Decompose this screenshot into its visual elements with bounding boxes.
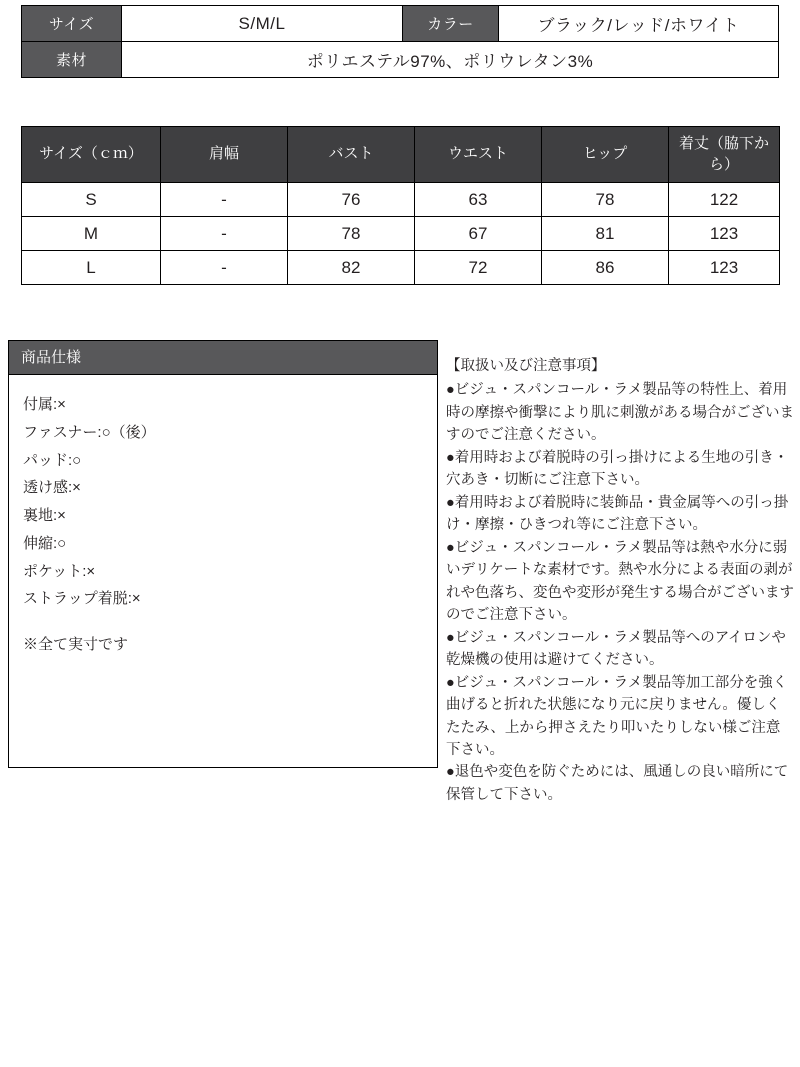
spec-table [21,5,779,78]
col-header-waist: ウエスト [415,127,542,183]
spec-value-color: ブラック/レッド/ホワイト [499,6,779,42]
product-spec-note: ※全て実寸です [23,636,129,653]
col-header-shoulder: 肩幅 [161,127,288,183]
list-item: ストラップ着脱:× [23,590,141,608]
table-row [22,183,780,217]
cell-hip: 78 [542,183,669,217]
cell-bust: 82 [288,251,415,285]
cell-length: 123 [669,251,780,285]
col-header-length: 着丈（脇下から） [669,127,780,183]
list-item: ファスナー:○（後） [23,423,156,441]
cell-size: L [22,251,161,285]
table-header-row [22,127,780,183]
list-item: ポケット:× [23,562,96,580]
care-item: ●退色や変色を防ぐためには、風通しの良い暗所にて保管して下さい。 [446,764,789,803]
cell-shoulder: - [161,251,288,285]
col-header-hip: ヒップ [542,127,669,183]
list-item: 付属:× [23,396,66,413]
spec-label-material: 素材 [22,42,122,78]
cell-length: 123 [669,217,780,251]
table-row [22,217,780,251]
spec-label-color: カラー [403,6,499,42]
table-row [22,251,780,285]
product-spec-body [9,375,437,669]
list-item: 伸縮:○ [23,534,67,552]
product-spec-panel [8,340,438,768]
cell-waist: 67 [415,217,542,251]
list-item: パッド:○ [23,451,82,469]
col-header-size: サイズ（ｃｍ） [22,127,161,183]
col-header-bust: バスト [288,127,415,183]
cell-size: S [22,183,161,217]
product-spec-title: 商品仕様 [9,341,437,375]
cell-waist: 72 [415,251,542,285]
cell-hip: 81 [542,217,669,251]
table-row [22,42,779,78]
care-item: ●ビジュ・スパンコール・ラメ製品等へのアイロンや乾燥機の使用は避けてください。 [446,629,786,669]
cell-size: M [22,217,161,251]
cell-shoulder: - [161,217,288,251]
cell-length: 122 [669,183,780,217]
measurement-table [21,126,780,285]
care-item: ●着用時および着脱時に装飾品・貴金属等への引っ掛け・摩擦・ひきつれ等にご注意下さい。 [446,494,789,534]
care-instructions [446,355,794,806]
spec-label-size: サイズ [22,6,122,42]
list-item: 透け感:× [23,479,81,497]
list-item: 裏地:× [23,507,66,524]
care-item: ●着用時および着脱時の引っ掛けによる生地の引き・穴あき・切断にご注意下さい。 [446,449,789,489]
table-row [22,6,779,42]
cell-waist: 63 [415,183,542,217]
care-item: ●ビジュ・スパンコール・ラメ製品等は熱や水分に弱いデリケートな素材です。熱や水分による表面の剥がれや色落ち、変色や変形が発生する場合がございますのでご注意下さい。 [446,539,794,624]
care-item: ●ビジュ・スパンコール・ラメ製品等の特性上、着用時の摩擦や衝撃により肌に刺激がある場合がございますのでご注意ください。 [446,382,794,444]
spec-value-material: ポリエステル97%、ポリウレタン3% [122,42,779,78]
care-title: 【取扱い及び注意事項】 [446,358,606,374]
cell-shoulder: - [161,183,288,217]
cell-bust: 76 [288,183,415,217]
care-item: ●ビジュ・スパンコール・ラメ製品等加工部分を強く曲げると折れた状態になり元に戻りません。優しくたたみ、上から押さえたり叩いたりしない様ご注意下さい。 [446,674,788,758]
cell-bust: 78 [288,217,415,251]
spec-value-size: S/M/L [122,6,403,42]
cell-hip: 86 [542,251,669,285]
